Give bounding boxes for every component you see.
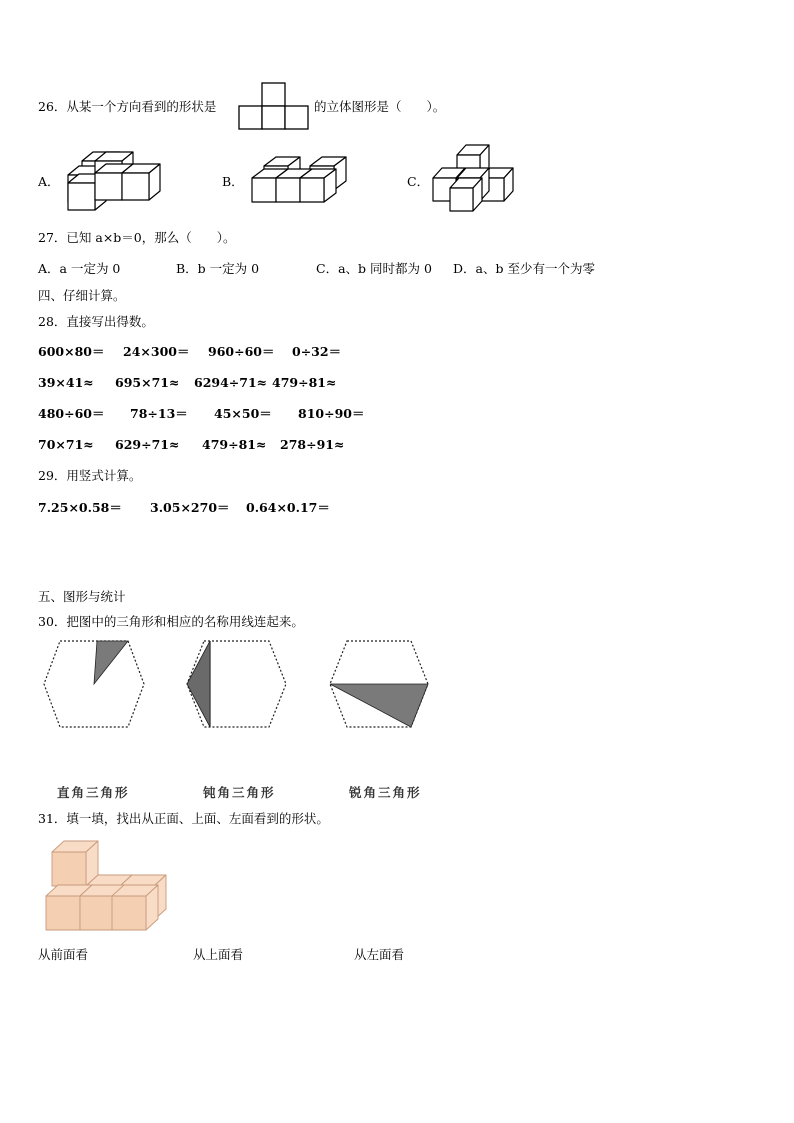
q26-front-view-figure xyxy=(238,82,310,131)
q30-hexagon-2 xyxy=(182,636,290,732)
q30-shaded-triangle-1 xyxy=(94,641,128,684)
q27-option-a[interactable]: A．a 一定为 0 xyxy=(38,261,121,276)
q28-r3-c4: 810÷90＝ xyxy=(298,406,365,421)
q28-r3-c3: 45×50＝ xyxy=(214,406,272,421)
cube xyxy=(122,164,160,200)
q31-stem: 31．填一填，找出从正面、上面、左面看到的形状。 xyxy=(38,811,329,826)
q29-item-2: 3.05×270＝ xyxy=(150,500,230,515)
q30-hexagon-1 xyxy=(40,636,148,732)
q30-label-acute-triangle[interactable]: 锐角三角形 xyxy=(349,785,422,800)
cube xyxy=(52,841,98,886)
q28-r4-c2: 629÷71≈ xyxy=(115,437,180,452)
q28-r1-c2: 24×300＝ xyxy=(123,344,190,359)
q31-cube-stack-figure xyxy=(42,840,172,934)
q30-hexagon-3 xyxy=(325,636,433,732)
cube xyxy=(112,885,158,930)
q26-option-a-figure[interactable] xyxy=(66,151,156,211)
q29-stem: 29．用竖式计算。 xyxy=(38,468,142,483)
cube xyxy=(300,169,336,202)
q27-option-b[interactable]: B．b 一定为 0 xyxy=(176,261,260,276)
q30-label-right-triangle[interactable]: 直角三角形 xyxy=(57,785,130,800)
q29-item-3: 0.64×0.17＝ xyxy=(246,500,330,515)
section-5-heading: 五、图形与统计 xyxy=(38,589,126,604)
q28-r1-c3: 960÷60＝ xyxy=(208,344,275,359)
q28-r4-c1: 70×71≈ xyxy=(38,437,94,452)
q28-r3-c2: 78÷13＝ xyxy=(130,406,188,421)
q27-option-d[interactable]: D．a、b 至少有一个为零 xyxy=(453,261,595,276)
q28-r4-c3: 479÷81≈ xyxy=(202,437,267,452)
q27-stem: 27．已知 a×b＝0，那么（ ）。 xyxy=(38,230,236,245)
q28-r2-c3: 6294÷71≈ xyxy=(194,375,268,390)
q26-prefix: 从某一个方向看到的形状是 xyxy=(66,99,217,114)
q26-option-b-label[interactable]: B． xyxy=(222,174,244,189)
q30-stem: 30．把图中的三角形和相应的名称用线连起来。 xyxy=(38,614,304,629)
q26-suffix: 的立体图形是（ ）。 xyxy=(314,99,446,114)
q28-r1-c4: 0÷32＝ xyxy=(292,344,342,359)
q26-option-a-label[interactable]: A． xyxy=(38,174,60,189)
q31-view-left: 从左面看 xyxy=(354,947,405,962)
q26-stem xyxy=(38,101,216,114)
q31-view-front: 从前面看 xyxy=(38,947,89,962)
q26-option-c-label[interactable]: C． xyxy=(407,174,430,189)
cube xyxy=(450,178,482,211)
q28-r4-c4: 278÷91≈ xyxy=(280,437,345,452)
q28-r2-c1: 39×41≈ xyxy=(38,375,94,390)
q27-option-c[interactable]: C．a、b 同时都为 0 xyxy=(316,261,432,276)
q26-number: 26． xyxy=(38,99,67,114)
q26-option-c-figure[interactable] xyxy=(432,142,514,216)
q26-option-b-figure[interactable] xyxy=(250,154,350,206)
q30-label-obtuse-triangle[interactable]: 钝角三角形 xyxy=(203,785,276,800)
q28-stem: 28．直接写出得数。 xyxy=(38,314,154,329)
q28-r2-c2: 695×71≈ xyxy=(115,375,180,390)
q30-shaded-triangle-3 xyxy=(330,684,428,727)
q28-r1-c1: 600×80＝ xyxy=(38,344,105,359)
q28-r3-c1: 480÷60＝ xyxy=(38,406,105,421)
q28-r2-c4: 479÷81≈ xyxy=(272,375,337,390)
section-4-heading: 四、仔细计算。 xyxy=(38,288,126,303)
q31-view-top: 从上面看 xyxy=(193,947,244,962)
q29-item-1: 7.25×0.58＝ xyxy=(38,500,122,515)
